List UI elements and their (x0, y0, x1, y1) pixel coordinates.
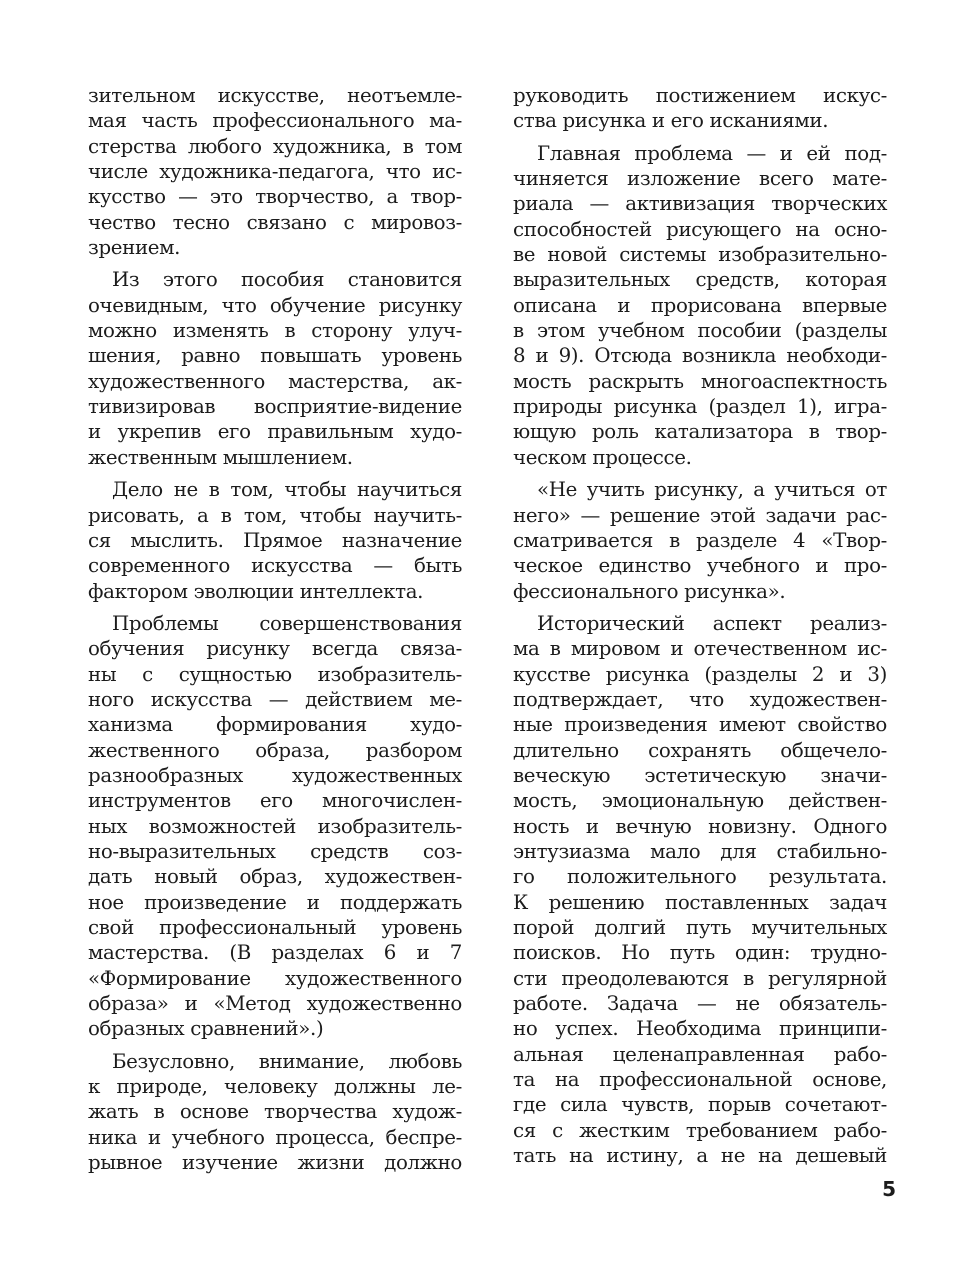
text-line: но успех. Необходима принципи- (513, 1017, 887, 1041)
text-line: длительно сохранять общечело- (513, 738, 887, 762)
text-line: жественного образа, разбором (88, 738, 462, 762)
text-line: современного искусства — быть (88, 554, 462, 578)
text-line: 8 и 9). Отсюда возникла необходи- (513, 344, 887, 368)
left-text-column (88, 83, 462, 1175)
text-line: рывное изучение жизни должно (88, 1151, 462, 1175)
text-line: инструментов его многочислен- (88, 789, 462, 813)
text-line: «Не учить рисунку, а учиться от (537, 478, 887, 502)
text-line: тать на истину, а не на дешевый (513, 1144, 887, 1168)
text-line: жественным мышлением. (88, 445, 353, 469)
text-line: «Формирование художественного (88, 966, 462, 990)
text-line: дать новый образ, художествен- (88, 865, 462, 889)
text-line: поисков. Но путь один: трудно- (513, 941, 887, 965)
text-line: ное произведение и поддержать (88, 890, 462, 914)
text-line: описана и прорисована впервые (513, 293, 887, 317)
text-line: мая часть профессионального ма- (88, 109, 462, 133)
text-line: где сила чувств, порыв сочетают- (513, 1093, 887, 1117)
text-line: жать в основе творчества худож- (88, 1100, 462, 1124)
text-line: Главная проблема — и ей под- (537, 141, 887, 165)
text-line: чиняется изложение всего мате- (513, 167, 887, 191)
text-line: работе. Задача — не обязатель- (513, 992, 887, 1016)
text-line: Дело не в том, чтобы научиться (112, 478, 462, 502)
text-line: го положительного результата. (513, 865, 887, 889)
text-line: альная целенаправленная рабо- (513, 1042, 887, 1066)
text-line: мастерства. (В разделах 6 и 7 (88, 941, 462, 965)
text-line: свой профессиональный уровень (88, 916, 462, 939)
text-line: веческую эстетическую значи- (513, 763, 887, 787)
text-line: художественного мастерства, ак- (88, 369, 462, 393)
text-line: энтузиазма мало для стабильно- (513, 839, 887, 863)
text-line: кусстве рисунка (разделы 2 и 3) (513, 662, 887, 686)
text-line: ны с сущностью изобразитель- (88, 662, 462, 686)
right-text-column (513, 83, 887, 1168)
text-line: ся с жестким требованием рабо- (513, 1118, 887, 1142)
text-line: фактором эволюции интеллекта. (88, 579, 424, 603)
text-line: сти преодолеваются в регулярной (513, 966, 887, 990)
text-line: числе художника-педагога, что ис- (88, 160, 462, 184)
text-line: мость, эмоциональную действен- (513, 789, 887, 813)
text-line: к природе, человеку должны ле- (88, 1075, 462, 1099)
text-line: выразительных средств, которая (513, 268, 887, 292)
text-line: обучения рисунку всегда связа- (88, 637, 462, 661)
text-line: руководить постижением искус- (513, 84, 887, 107)
text-line: можно изменять в сторону улуч- (88, 319, 462, 343)
text-line: него» — решение этой задачи рас- (513, 503, 887, 527)
text-line: Безусловно, внимание, любовь (112, 1049, 462, 1073)
text-line: и укрепив его правильным худо- (88, 420, 462, 444)
text-line: способностей рисующего на осно- (513, 217, 887, 241)
text-line: рисовать, а в том, чтобы научить- (88, 503, 462, 527)
text-line: ческое единство учебного и про- (513, 554, 887, 578)
text-line: кусство — это творчество, а твор- (88, 185, 462, 209)
text-line: ства рисунка и его исканиями. (513, 109, 829, 133)
text-line: зрением. (88, 236, 181, 260)
text-line: ханизма формирования худо- (88, 713, 462, 737)
text-line: ных возможностей изобразитель- (88, 814, 462, 838)
text-line: ве новой системы изобразительно- (513, 243, 887, 267)
text-line: стерства любого художника, в том (88, 134, 462, 158)
text-line: образных сравнений».) (88, 1017, 324, 1041)
text-line: но-выразительных средств соз- (88, 839, 462, 863)
text-line: Исторический аспект реализ- (537, 611, 887, 635)
text-line: в этом учебном пособии (разделы (513, 319, 887, 343)
text-line: подтверждает, что художествен- (513, 687, 887, 711)
text-line: та на профессиональной основе, (513, 1068, 887, 1092)
text-line: фессионального рисунка». (513, 579, 786, 603)
text-line: ма в мировом и отечественном ис- (513, 637, 887, 661)
text-line: Из этого пособия становится (112, 268, 462, 292)
text-line: очевидным, что обучение рисунку (88, 293, 462, 317)
text-line: риала — активизация творческих (513, 192, 887, 216)
text-line: мость раскрыть многоаспектность (513, 369, 887, 393)
text-line: ные произведения имеют свойство (513, 713, 887, 737)
text-line: порой долгий путь мучительных (513, 916, 887, 939)
text-line: ность и вечную новизну. Одного (513, 814, 887, 838)
text-line: чество тесно связано с мировоз- (88, 210, 462, 234)
text-line: образа» и «Метод художественно (88, 992, 462, 1016)
text-line: сматривается в разделе 4 «Твор- (513, 528, 887, 552)
text-line: К решению поставленных задач (513, 890, 887, 914)
text-line: Проблемы совершенствования (112, 611, 462, 635)
page-number: 5 (882, 1177, 896, 1201)
text-line: тивизировав восприятие-видение (88, 395, 462, 419)
text-line: ющую роль катализатора в твор- (513, 420, 887, 444)
text-line: ника и учебного процесса, беспре- (88, 1125, 462, 1149)
text-line: зительном искусстве, неотъемле- (88, 84, 462, 107)
text-line: ного искусства — действием ме- (88, 687, 462, 711)
text-line: шения, равно повышать уровень (88, 344, 462, 368)
text-line: природы рисунка (раздел 1), игра- (513, 395, 887, 419)
text-line: ся мыслить. Прямое назначение (88, 528, 462, 552)
text-line: разнообразных художественных (88, 763, 462, 787)
text-line: ческом процессе. (513, 445, 692, 469)
